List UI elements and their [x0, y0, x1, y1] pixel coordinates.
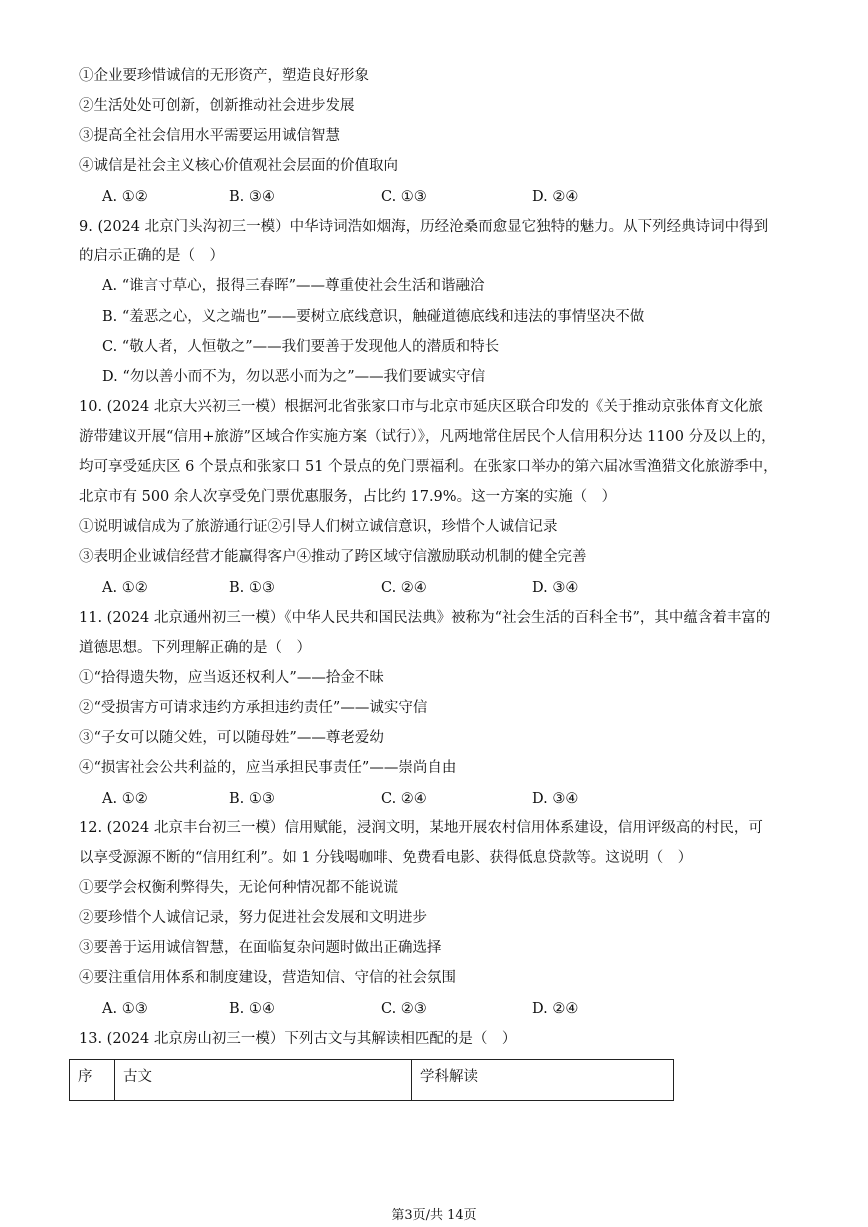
q9-option-d: D. “勿以善小而不为，勿以恶小而为之”——我们要诚实守信: [102, 369, 486, 385]
q11-item-2: ②“受损害方可请求违约方承担违约责任”——诚实守信: [79, 700, 428, 716]
option-c: C. ②③: [381, 1001, 427, 1017]
option-d: D. ②④: [532, 189, 579, 205]
q12-item-1: ①要学会权衡利弊得失，无论何种情况都不能说谎: [79, 880, 398, 896]
option-a: A. ①③: [102, 1001, 148, 1017]
q10-stem-line-3: 均可享受延庆区 6 个景点和张家口 51 个景点的免门票福利。在张家口举办的第六届冰雪渔猎文化旅游季中，: [79, 459, 778, 475]
option-d: D. ③④: [532, 791, 579, 807]
q8-item-3: ③提高全社会信用水平需要运用诚信智慧: [79, 128, 340, 144]
option-b: B. ③④: [229, 189, 275, 205]
q9-stem-line-2: 的启示正确的是（ ）: [79, 248, 224, 264]
q10-stem-line-1: 10. (2024 北京大兴初三一模）根据河北省张家口市与北京市延庆区联合印发的《关于推动京张体育文化旅: [79, 399, 763, 415]
q9-option-c: C. “敬人者，人恒敬之”——我们要善于发现他人的潜质和特长: [102, 339, 500, 355]
q11-options: [102, 789, 662, 809]
q9-option-a: A. “谁言寸草心，报得三春晖”——尊重使社会生活和谐融洽: [102, 278, 485, 294]
q11-item-3: ③“子女可以随父姓，可以随母姓”——尊老爱幼: [79, 730, 384, 746]
q11-stem-line-2: 道德思想。下列理解正确的是（ ）: [79, 640, 311, 656]
q13-table: [69, 1059, 674, 1101]
table-header-index: 序: [70, 1060, 115, 1101]
q9-stem-line-1: 9. (2024 北京门头沟初三一模）中华诗词浩如烟海，历经沧桑而愈显它独特的魅力。从下列经典诗词中得到: [79, 219, 769, 235]
q12-stem-line-2: 以享受源源不断的“信用红利”。如 1 分钱喝咖啡、免费看电影、获得低息贷款等。这说明（ ）: [79, 850, 693, 866]
q12-stem-line-1: 12. (2024 北京丰台初三一模）信用赋能，浸润文明，某地开展农村信用体系建设，信用评级高的村民，可: [79, 820, 763, 836]
q9-option-b: B. “羞恶之心，义之端也”——要树立底线意识，触碰道德底线和违法的事情坚决不做: [102, 309, 645, 325]
q8-item-4: ④诚信是社会主义核心价值观社会层面的价值取向: [79, 158, 398, 174]
option-b: B. ①④: [229, 1001, 275, 1017]
q10-item-line-1: ①说明诚信成为了旅游通行证②引导人们树立诚信意识，珍惜个人诚信记录: [79, 519, 558, 535]
option-a: A. ①②: [102, 791, 148, 807]
q12-item-3: ③要善于运用诚信智慧，在面临复杂问题时做出正确选择: [79, 940, 442, 956]
q12-item-2: ②要珍惜个人诚信记录，努力促进社会发展和文明进步: [79, 910, 427, 926]
q10-stem-line-2: 游带建议开展“信用+旅游”区域合作实施方案（试行）》，凡两地常住居民个人信用积分达 1100 分及以上的，: [79, 429, 776, 445]
option-a: A. ①②: [102, 189, 148, 205]
q10-stem-line-4: 北京市有 500 余人次享受免门票优惠服务，占比约 17.9%。这一方案的实施（ ）: [79, 489, 617, 505]
page-number-footer: 第3页/共 14页: [391, 1208, 477, 1223]
option-c: C. ②④: [381, 580, 427, 596]
option-d: D. ②④: [532, 1001, 579, 1017]
q11-item-4: ④“损害社会公共利益的，应当承担民事责任”——崇尚自由: [79, 760, 457, 776]
table-header-interpretation: 学科解读: [412, 1060, 674, 1101]
option-c: C. ②④: [381, 791, 427, 807]
q12-item-4: ④要注重信用体系和制度建设，营造知信、守信的社会氛围: [79, 970, 456, 986]
q10-item-line-2: ③表明企业诚信经营才能赢得客户④推动了跨区域守信激励联动机制的健全完善: [79, 549, 587, 565]
q13-stem: 13. (2024 北京房山初三一模）下列古文与其解读相匹配的是（ ）: [79, 1031, 517, 1047]
q8-item-2: ②生活处处可创新，创新推动社会进步发展: [79, 98, 355, 114]
table-header-ancient-text: 古文: [115, 1060, 412, 1101]
option-b: B. ①③: [229, 791, 275, 807]
q8-options: [102, 187, 662, 207]
option-c: C. ①③: [381, 189, 427, 205]
table-header-row: [70, 1060, 674, 1101]
option-a: A. ①②: [102, 580, 148, 596]
q11-stem-line-1: 11. (2024 北京通州初三一模）《中华人民共和国民法典》被称为“社会生活的百科全书”，其中蕴含着丰富的: [79, 610, 771, 626]
option-d: D. ③④: [532, 580, 579, 596]
option-b: B. ①③: [229, 580, 275, 596]
q8-item-1: ①企业要珍惜诚信的无形资产，塑造良好形象: [79, 68, 369, 84]
q12-options: [102, 999, 662, 1019]
q10-options: [102, 578, 662, 598]
q11-item-1: ①“拾得遗失物，应当返还权利人”——拾金不昧: [79, 670, 384, 686]
